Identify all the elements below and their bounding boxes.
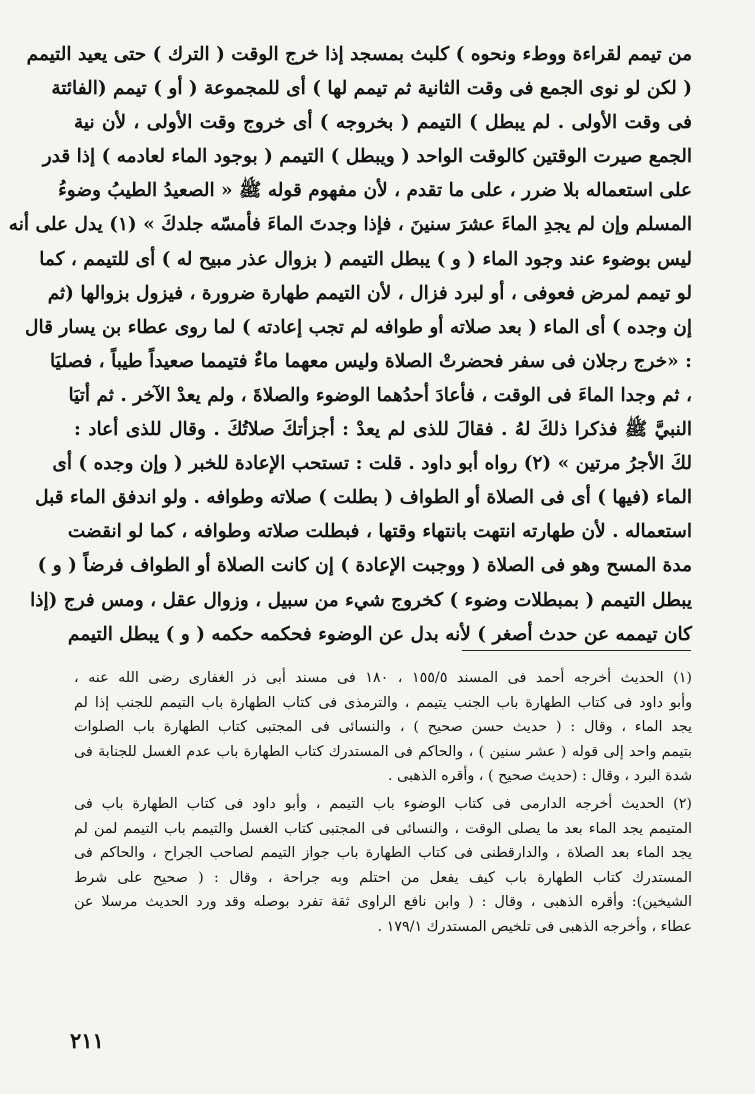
main-text-line: استعماله . لأن طهارته انتهت بانتهاء وقتها ، فبطلت صلاته وطوافه ، كما لو انقضت (67, 521, 692, 543)
footnote-line: (١) الحديث أخرجه أحمد فى المسند ١٥٥/٥ ، ١٨٠ فى مسند أبى ذر الغفارى رضى الله عنه ، (74, 670, 692, 686)
footnote-1 (74, 666, 692, 789)
footnote-line: يجد الماء ، وقال : ( حديث حسن صحيح ) ، والنسائى فى المجتبى كتاب الطهارة باب الصلوات (74, 719, 692, 736)
page-number: ٢١١ (70, 1028, 104, 1053)
main-text-line: : «خرج رجلان فى سفر فحضرتْ الصلاة وليس معهما ماءٌ فتيمما صعيداً طيباً ، فصليَا (50, 350, 692, 372)
main-text-line: ليس بوضوء عند وجود الماء ( و ) يبطل التيمم ( بزوال عذر مبيح له ) أى للتيمم ، كما (39, 248, 692, 270)
main-text-line: الجمع صيرت الوقتين كالوقت الواحد ( ويبطل ) التيمم ( بوجود الماء لعادمه ) إذا قدر (42, 146, 692, 168)
main-text-line: مدة المسح وهو فى الصلاة ( ووجبت الإعادة ) إن كانت الصلاة أو الطواف فرضاً ( و ) (37, 555, 692, 577)
main-text-line: لكَ الأجرُ مرتين » (٢) رواه أبو داود . قلت : تستحب الإعادة للخبر ( وإن وجده ) أى (52, 453, 692, 475)
main-text-line: لو تيمم لمرض فعوفى ، أو لبرد فزال ، لأن التيمم طهارة ضرورة ، فيزول بزوالها (ثم (47, 282, 692, 304)
main-text-line: النبيَّ ﷺ فذكرا ذلكَ لهُ . فقالَ للذى لم يعدْ : أجزأتكَ صلاتُكَ . وقال للذى أعاد : (74, 419, 692, 441)
footnotes (74, 666, 692, 940)
main-text-line: يبطل التيمم ( بمبطلات وضوء ) كخروج شيء من سبيل ، وزوال عقل ، ومس فرج (إذا (30, 589, 692, 611)
main-text-line: من تيمم لقراءة ووطء ونحوه ) كلبث بمسجد إذا خرج الوقت ( الترك ) حتى يعيد التيمم (26, 44, 692, 65)
footnote-line: (٢) الحديث أخرجه الدارمى فى كتاب الوضوء باب التيمم ، وأبو داود فى كتاب الطهارة باب فى (74, 795, 692, 812)
main-text (8, 38, 692, 652)
footnote-2 (74, 792, 692, 940)
footnote-separator (462, 650, 691, 651)
main-text-line: الماء (فيها ) أى فى الصلاة أو الطواف ( بطلت ) صلاته وطوافه . ولو اندفق الماء قبل (35, 487, 692, 509)
main-text-line: فى وقت الأولى . لم يبطل ) التيمم ( بخروجه ) أى خروج وقت الأولى ، لأن نية (74, 112, 692, 134)
footnote-line: عطاء ، وأخرجه الذهبى فى تلخيص المستدرك ١٧٩/١ . (377, 918, 692, 935)
footnote-line: بتيمم واحد إلى قوله ( عشر سنين ) ، والحاكم فى المستدرك كتاب الطهارة باب عدم الغسل للجنابة فى (74, 743, 692, 760)
footnote-line: وأبو داود فى كتاب الطهارة باب الجنب يتيمم ، والترمذى فى كتاب الطهارة باب التيمم للجنب إذا لم (74, 694, 692, 711)
main-text-line: كان تيممه عن حدث أصغر ) لأنه بدل عن الوضوء فحكمه حكمه ( و ) يبطل التيمم (67, 623, 692, 645)
main-text-line: ( لكن لو نوى الجمع فى وقت الثانية ثم تيمم لها ) أى للمجموعة ( أو ) تيمم (الفائتة (51, 78, 692, 100)
main-text-line: إن وجده ) أى الماء ( بعد صلاته أو طوافه لم تجب إعادته ) لما روى عطاء بن يسار قال (25, 316, 692, 338)
footnote-line: يجد الماء بعد الصلاة ، والدارقطنى فى كتاب الطهارة باب جواز التيمم لصاحب الجراح ، والحاكم فى (74, 845, 692, 862)
footnote-line: الشيخين): وأقره الذهبى ، وقال : ( وابن نافع الراوى ثقة تفرد بوصله وقد ورد الحديث مرسلا عن (74, 894, 692, 911)
main-text-line: المسلم وإن لم يجدِ الماءَ عشرَ سنينَ ، فإذا وجدتَ الماءَ فأمسّه جلدكَ » (١) يدل على أنه (8, 214, 692, 236)
main-text-line: على استعماله بلا ضرر ، على ما تقدم ، لأن مفهوم قوله ﷺ « الصعيدُ الطيبُ وضوءُ (58, 180, 692, 202)
footnote-line: المستدرك كتاب الطهارة باب كيف يفعل من احتلم وبه جراحة ، وقال : ( صحيح على شرط (74, 869, 692, 886)
footnote-line: المتيمم يجد الماء بعد ما يصلى الوقت ، والنسائى فى المجتبى كتاب الغسل والتيمم باب التيمم لمن لم (74, 820, 692, 837)
main-text-line: ، ثم وجدا الماءَ فى الوقت ، فأعادَ أحدُهما الوضوء والصلاةَ ، ولم يعدْ الآخر . ثم أتيَا (68, 384, 692, 406)
footnote-line: شدة البرد ، وقال : (حديث صحيح ) ، وأقره الذهبى . (387, 768, 692, 785)
